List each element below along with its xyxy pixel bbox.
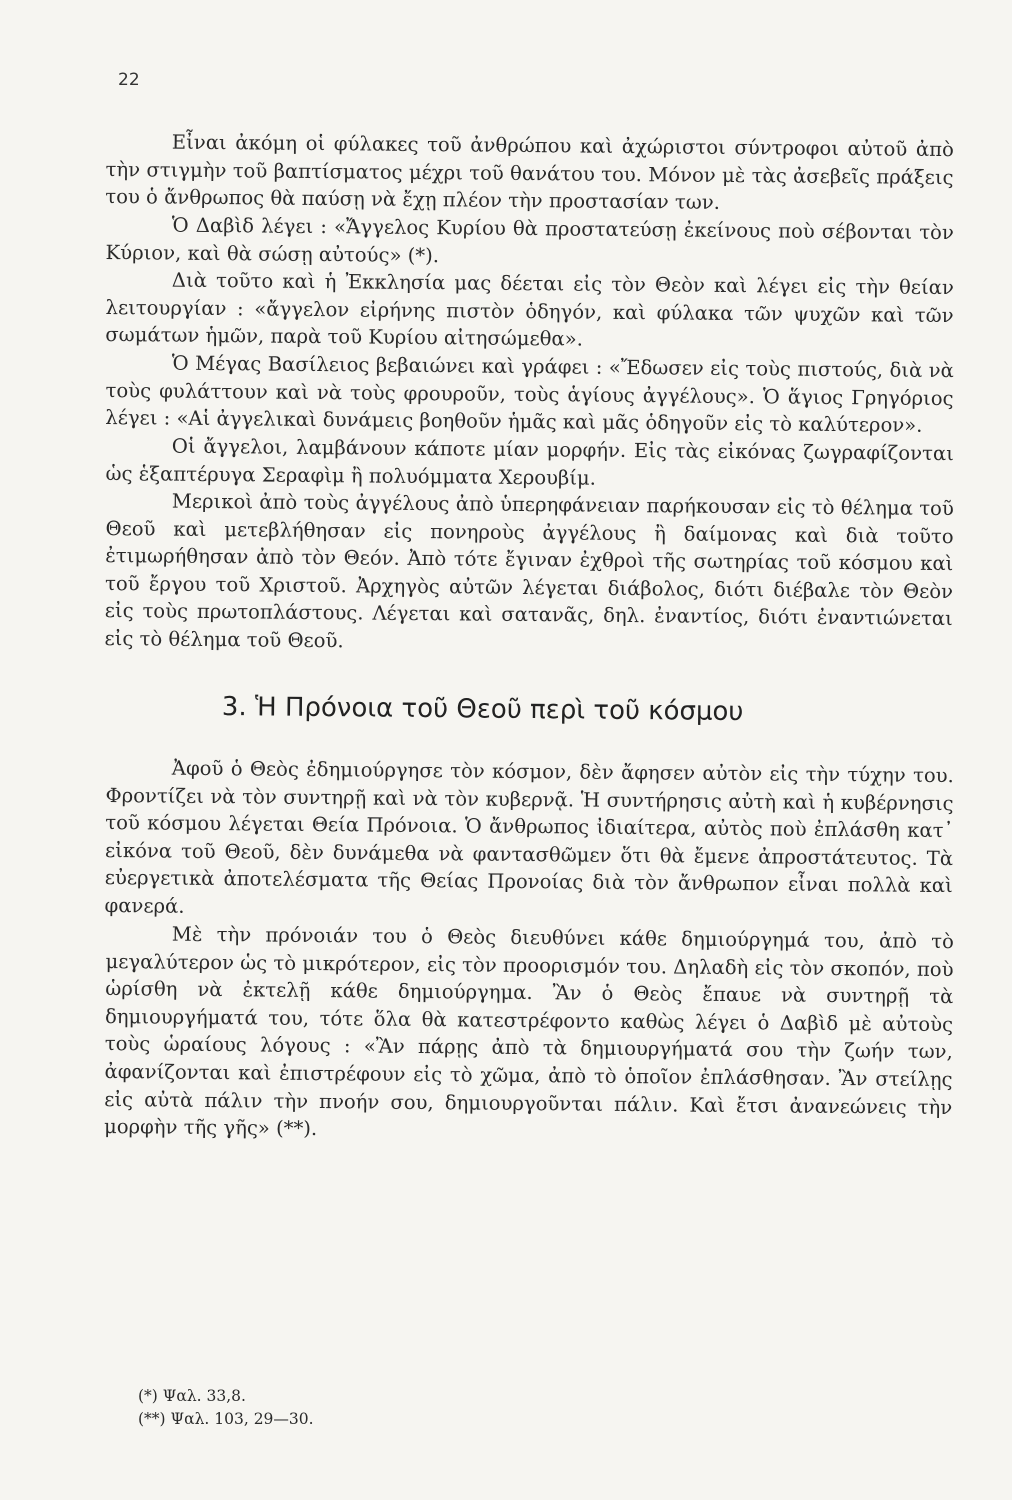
page-number: 22 [118, 70, 140, 90]
paragraph: Ὁ Δαβὶδ λέγει : «Ἄγγελος Κυρίου θὰ προστατεύσῃ ἐκείνους ποὺ σέβονται τὸν Κύριον, καὶ θὰ σώσῃ αὐτούς» (*). [105, 213, 954, 267]
paragraph: Ἀφοῦ ὁ Θεὸς ἐδημιούργησε τὸν κόσμον, δὲν ἄφησεν αὐτὸν εἰς τὴν τύχην του. Φροντίζει νὰ τὸν συντηρῇ καὶ νὰ τὸν κυβερνᾷ. Ἡ συντήρησις αὐτὴ καὶ ἡ κυβέρνησις τοῦ κόσμου λέγεται Θεία Πρόνοια. Ὁ ἄνθρωπος ἰδιαίτερα, αὐτὸς ποὺ ἐπλάσθη κατ᾽ εἰκόνα τοῦ Θεοῦ, δὲν δυνάμεθα νὰ φαντασθῶμεν ὅτι θὰ ἔμενε ἀπροστάτευτος. Τὰ εὐεργετικὰ ἀποτελέσματα τῆς Θείας Προνοίας διὰ τὸν ἄνθρωπον εἶναι πολλὰ καὶ φανερά. [104, 756, 954, 919]
paragraph: Ὁ Μέγας Βασίλειος βεβαιώνει καὶ γράφει : «Ἔδωσεν εἰς τοὺς πιστούς, διὰ νὰ τοὺς φυλάττουν καὶ νὰ τοὺς φρουροῦν, τοὺς ἁγίους ἀγγέλους». Ὁ ἅγιος Γρηγόριος λέγει : «Αἱ ἀγγελικαὶ δυνάμεις βοηθοῦν ἡμᾶς καὶ μᾶς ὁδηγοῦν εἰς τὸ καλύτερον». [105, 351, 954, 437]
footnotes [138, 1385, 314, 1431]
body-text-top [106, 128, 954, 652]
section-heading: 3. Ἡ Πρόνοια τοῦ Θεοῦ περὶ τοῦ κόσμου [221, 692, 744, 728]
body-text-bottom [103, 754, 954, 1141]
paragraph: Μὲ τὴν πρόνοιάν του ὁ Θεὸς διευθύνει κάθε δημιούργημά του, ἀπὸ τὸ μεγαλύτερον ὡς τὸ μικρότερον, εἰς τὸν προορισμόν του. Δηλαδὴ εἰς τὸν σκοπόν, ποὺ ὡρίσθη νὰ ἐκτελῇ κάθε δημιούργημα. Ἂν ὁ Θεὸς ἔπαυε νὰ συντηρῇ τὰ δημιουργήματά του, τότε ὅλα θὰ κατεστρέφοντο καθὼς λέγει ὁ Δαβὶδ μὲ αὐτοὺς τοὺς ὡραίους λόγους : «Ἂν πάρῃς ἀπὸ τὰ δημιουργήματά σου τὴν ζωήν των, ἀφανίζονται καὶ ἐπιστρέφουν εἰς τὸ χῶμα, ἀπὸ τὸ ὁποῖον ἐπλάσθησαν. Ἂν στείλῃς εἰς αὐτὰ πάλιν τὴν πνοήν σου, δημιουργοῦνται πάλιν. Καὶ ἔτσι ἀνανεώνεις τὴν μορφὴν τῆς γῆς» (**). [103, 922, 954, 1141]
paragraph: Οἱ ἄγγελοι, λαμβάνουν κάποτε μίαν μορφήν. Εἰς τὰς εἰκόνας ζωγραφίζονται ὡς ἑξαπτέρυγα Σεραφὶμ ἢ πολυόμματα Χερουβίμ. [105, 434, 954, 489]
paragraph: Μερικοὶ ἀπὸ τοὺς ἀγγέλους ἀπὸ ὑπερηφάνειαν παρήκουσαν εἰς τὸ θέλημα τοῦ Θεοῦ καὶ μετεβλήθησαν εἰς πονηροὺς ἀγγέλους ἢ δαίμονας καὶ διὰ τοῦτο ἐτιμωρήθησαν ἀπὸ τὸν Θεόν. Ἀπὸ τότε ἔγιναν ἐχθροὶ τῆς σωτηρίας τοῦ κόσμου καὶ τοῦ ἔργου τοῦ Χριστοῦ. Ἀρχηγὸς αὐτῶν λέγεται διάβολος, διότι διέβαλε τὸν Θεὸν εἰς τοὺς πρωτοπλάστους. Λέγεται καὶ σατανᾶς, δηλ. ἐναντίος, διότι ἐναντιώνεται εἰς τὸ θέλημα τοῦ Θεοῦ. [104, 489, 954, 652]
paragraph: Εἶναι ἀκόμη οἱ φύλακες τοῦ ἀνθρώπου καὶ ἀχώριστοι σύντροφοι αὐτοῦ ἀπὸ τὴν στιγμὴν τοῦ βαπτίσματος μέχρι τοῦ θανάτου του. Μόνον μὲ τὰς ἀσεβεῖς πράξεις του ὁ ἄνθρωπος θὰ παύσῃ νὰ ἔχῃ πλέον τὴν προστασίαν των. [105, 130, 954, 215]
footnote: (*) Ψαλ. 33,8. [138, 1387, 246, 1405]
footnote: (**) Ψαλ. 103, 29—30. [138, 1410, 314, 1428]
paragraph: Διὰ τοῦτο καὶ ἡ Ἐκκλησία μας δέεται εἰς τὸν Θεὸν καὶ λέγει εἰς τὴν θείαν λειτουργίαν : «ἄγγελον εἰρήνης πιστὸν ὁδηγόν, καὶ φύλακα τῶν ψυχῶν καὶ τῶν σωμάτων ἡμῶν, παρὰ τοῦ Κυρίου αἰτησώμεθα». [105, 268, 954, 351]
